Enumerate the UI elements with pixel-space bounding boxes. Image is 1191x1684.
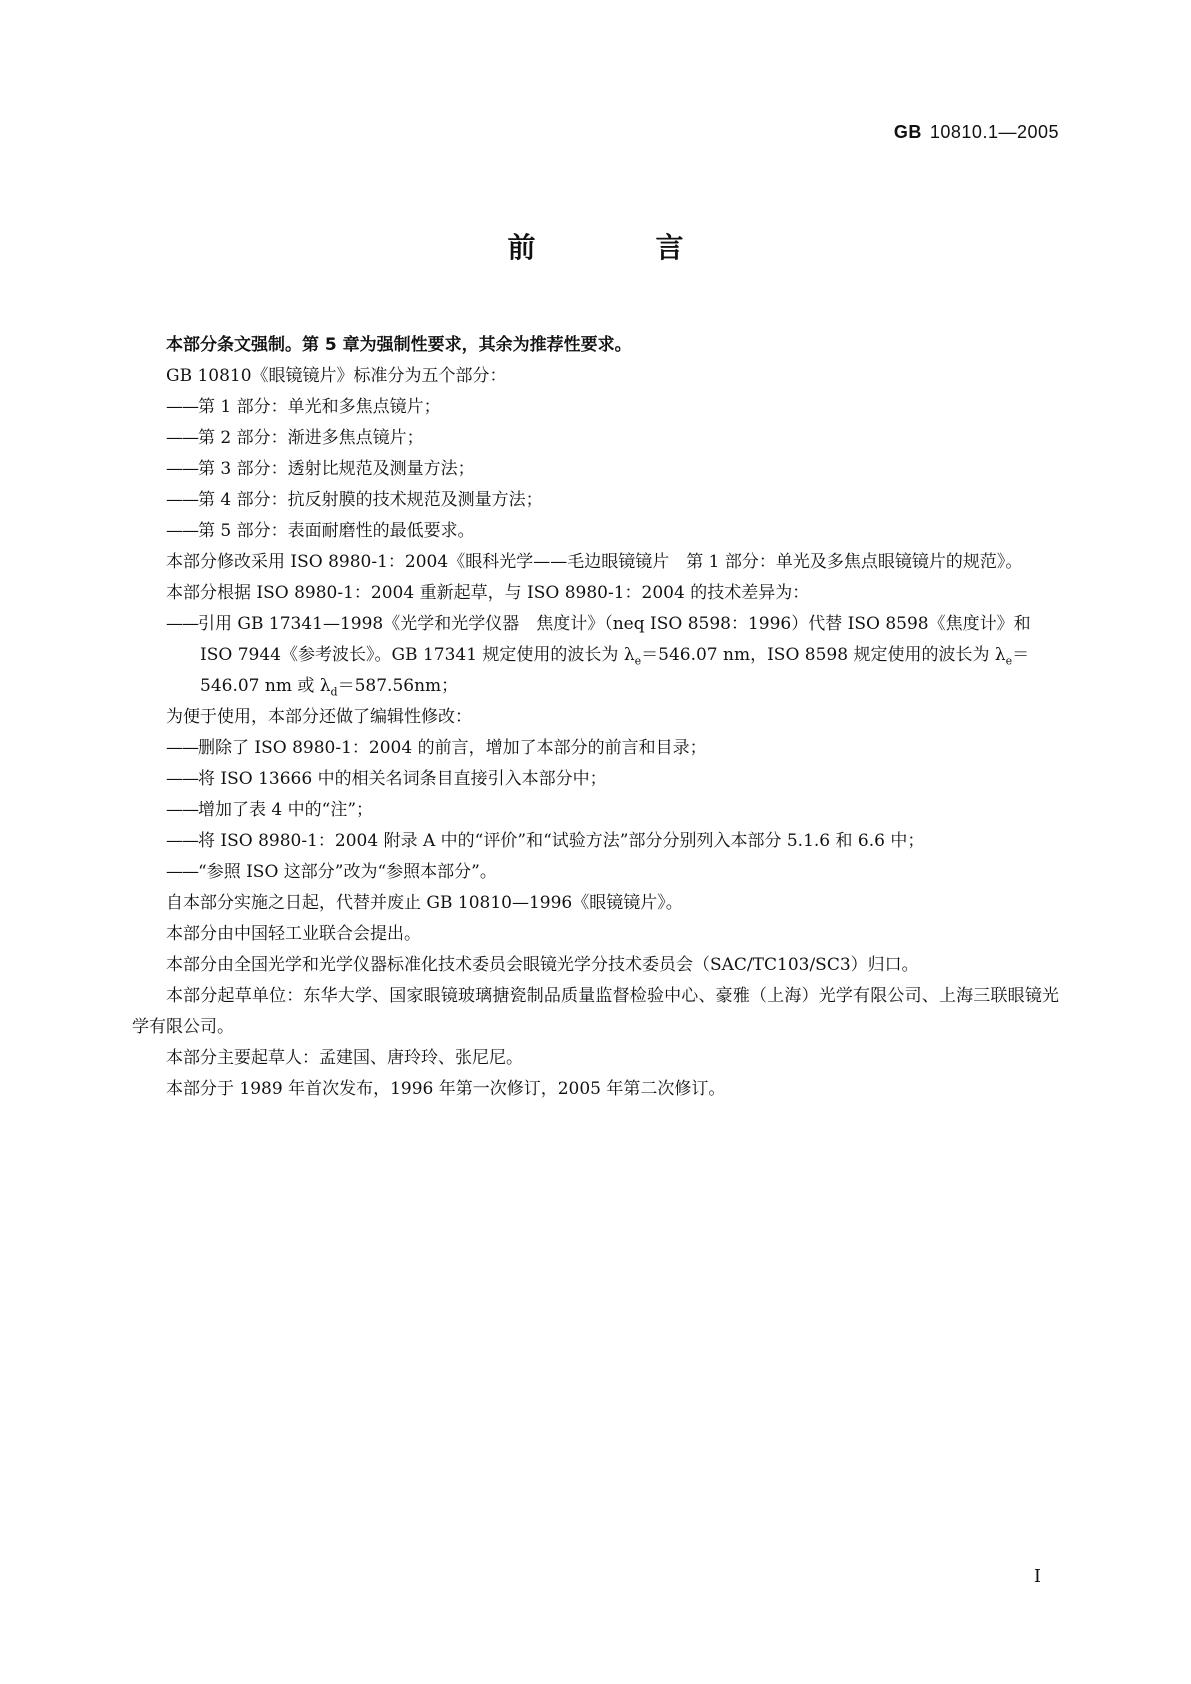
dash-mark: —— xyxy=(166,862,198,882)
dash-mark: —— xyxy=(166,459,198,479)
paragraph-editorial-intro: 为便于使用，本部分还做了编辑性修改： xyxy=(166,707,472,727)
paragraph-parts-intro: GB 10810《眼镜镜片》标准分为五个部分： xyxy=(166,366,507,386)
list-item: ——第 3 部分：透射比规范及测量方法； xyxy=(166,459,475,479)
paragraph-drafters: 本部分主要起草人：孟建国、唐玲玲、张尼尼。 xyxy=(166,1048,523,1068)
foreword-body xyxy=(132,330,1059,1105)
standard-code-prefix: GB xyxy=(893,122,922,142)
standard-code xyxy=(894,122,1059,143)
dash-mark: —— xyxy=(166,428,198,448)
list-item-technical-difference: ——引用 GB 17341—1998《光学和光学仪器 焦度计》（neq ISO 8598：1996）代替 ISO 8598《焦度计》和 ISO 7944《参考波长》。GB 17341 规定使用的波长为 $\lambda_e=546.07$ nm，ISO 8598 规定使用的波长为 $\lambda_e=546.07$ nm 或 $\lambda_d=587.56nm$； xyxy=(166,614,1031,699)
paragraph-responsible-committee: 本部分由全国光学和光学仪器标准化技术委员会眼镜光学分技术委员会（SAC/TC103/SC3）归口。 xyxy=(166,955,919,975)
list-item: ——删除了 ISO 8980-1：2004 的前言，增加了本部分的前言和目录； xyxy=(166,738,707,758)
list-item: ——第 5 部分：表面耐磨性的最低要求。 xyxy=(166,521,475,541)
dash-mark: —— xyxy=(166,397,198,417)
list-item: ——第 2 部分：渐进多焦点镜片； xyxy=(166,428,424,448)
list-item: ——将 ISO 13666 中的相关名词条目直接引入本部分中； xyxy=(166,769,607,789)
list-item: ——第 4 部分：抗反射膜的技术规范及测量方法； xyxy=(166,490,543,510)
page-number: I xyxy=(1033,1566,1041,1587)
paragraph-drafting-units: 本部分起草单位：东华大学、国家眼镜玻璃搪瓷制品质量监督检验中心、豪雅（上海）光学有限公司、上海三联眼镜光学有限公司。 xyxy=(132,986,1059,1037)
dash-mark: —— xyxy=(166,800,198,820)
dash-mark: —— xyxy=(166,738,198,758)
subscript-e: e xyxy=(634,654,642,668)
paragraph-replacement: 自本部分实施之日起，代替并废止 GB 10810—1996《眼镜镜片》。 xyxy=(166,893,683,913)
mandatory-statement: 本部分条文强制。第 5 章为强制性要求，其余为推荐性要求。 xyxy=(166,335,632,355)
subscript-d: d xyxy=(330,685,338,699)
list-item: ——“参照 ISO 这部分”改为“参照本部分”。 xyxy=(166,862,497,882)
dash-mark: —— xyxy=(166,831,198,851)
list-item: ——增加了表 4 中的“注”； xyxy=(166,800,374,820)
dash-mark: —— xyxy=(166,769,198,789)
subscript-e: e xyxy=(1005,654,1013,668)
paragraph-proposer: 本部分由中国轻工业联合会提出。 xyxy=(166,924,421,944)
page-title: 前 言 xyxy=(507,231,730,264)
paragraph-adoption: 本部分修改采用 ISO 8980-1：2004《眼科光学——毛边眼镜镜片 第 1 部分：单光及多焦点眼镜镜片的规范》。 xyxy=(166,552,1023,572)
standard-code-number: 10810.1—2005 xyxy=(929,122,1059,142)
paragraph-history: 本部分于 1989 年首次发布，1996 年第一次修订，2005 年第二次修订。 xyxy=(166,1079,726,1099)
paragraph-differences-intro: 本部分根据 ISO 8980-1：2004 重新起草，与 ISO 8980-1：2004 的技术差异为： xyxy=(166,583,810,603)
dash-mark: —— xyxy=(166,521,198,541)
dash-mark: —— xyxy=(166,490,198,510)
list-item: ——将 ISO 8980-1：2004 附录 A 中的“评价”和“试验方法”部分分别列入本部分 5.1.6 和 6.6 中； xyxy=(166,831,925,851)
dash-mark: —— xyxy=(166,614,198,634)
list-item: ——第 1 部分：单光和多焦点镜片； xyxy=(166,397,441,417)
